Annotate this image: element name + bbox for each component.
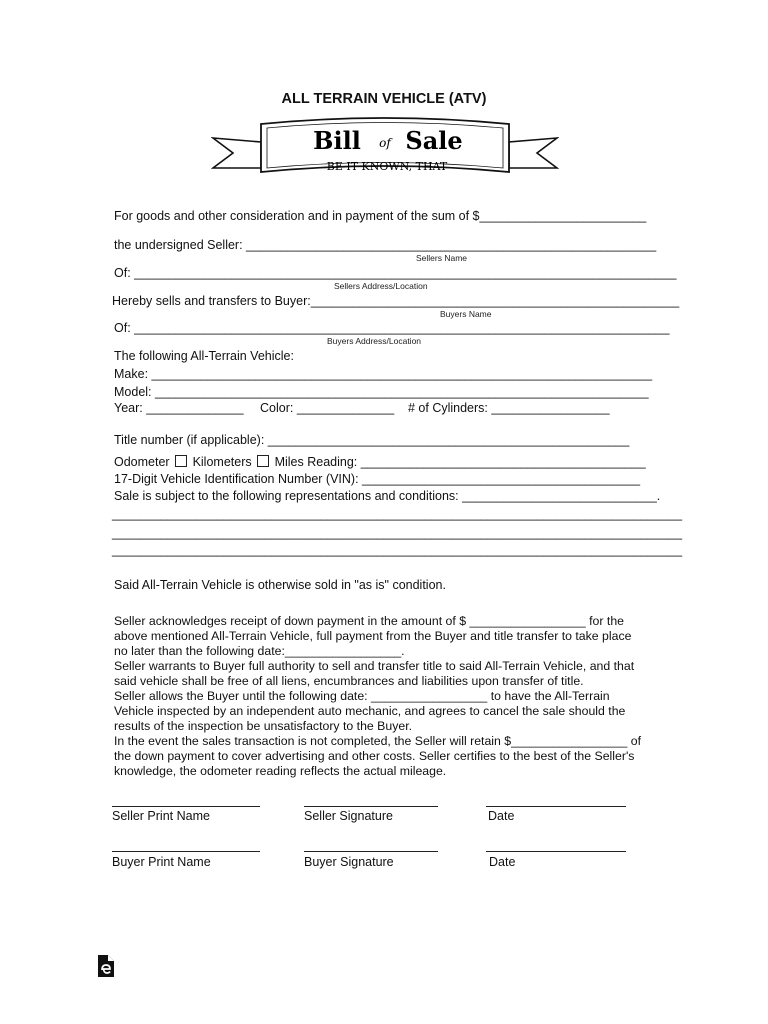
model-line: Model: _______________________________________________________________________ [114, 385, 649, 399]
seller-address-line: Of: ______________________________________________________________________________ [114, 266, 677, 280]
conditions-blank-2: __________________________________________________________________________________ [112, 526, 683, 540]
miles-reading-label: Miles Reading: _________________________________________ [274, 455, 646, 469]
seller-print-name-label: Seller Print Name [112, 809, 210, 823]
buyer-date-line[interactable] [486, 851, 626, 852]
terms-line: knowledge, the odometer reading reflects the actual mileage. [114, 764, 447, 778]
seller-date-line[interactable] [486, 806, 626, 807]
bill-of-sale-banner [211, 112, 559, 188]
kilometers-label: Kilometers [192, 455, 252, 469]
buyer-address-line: Of: _____________________________________________________________________________ [114, 321, 670, 335]
terms-line: no later than the following date:_________________. [114, 644, 405, 658]
as-is-statement: Said All-Terrain Vehicle is otherwise sold in "as is" condition. [114, 578, 446, 592]
make-line: Make: ________________________________________________________________________ [114, 367, 653, 381]
cylinders-line: # of Cylinders: _________________ [408, 401, 610, 415]
seller-print-name-line[interactable] [112, 806, 260, 807]
document-title: ALL TERRAIN VEHICLE (ATV) [281, 91, 487, 107]
terms-line: the down payment to cover advertising and other costs. Seller certifies to the best of the Seller's [114, 749, 635, 763]
buyer-line: Hereby sells and transfers to Buyer:_____________________________________________________ [112, 294, 680, 308]
eforms-logo-icon [96, 954, 116, 978]
conditions-blank-1: __________________________________________________________________________________ [112, 507, 683, 521]
terms-line: Seller allows the Buyer until the following date: _________________ to have the All-Terrain [114, 689, 610, 703]
terms-line: Vehicle inspected by an independent auto mechanic, and agrees to cancel the sale should the [114, 704, 626, 718]
buyer-print-name-label: Buyer Print Name [112, 855, 211, 869]
vin-line: 17-Digit Vehicle Identification Number (VIN): ________________________________________ [114, 472, 641, 486]
left-ribbon-tail [213, 138, 261, 168]
title-number-line: Title number (if applicable): ____________________________________________________ [114, 433, 630, 447]
seller-date-label: Date [488, 809, 515, 823]
buyer-caption: Buyers Name [440, 309, 492, 319]
conditions-blank-3: __________________________________________________________________________________ [112, 543, 683, 557]
buyer-address-caption: Buyers Address/Location [327, 336, 422, 346]
seller-signature-line[interactable] [304, 806, 438, 807]
terms-line: above mentioned All-Terrain Vehicle, full payment from the Buyer and title transfer to take place [114, 629, 632, 643]
banner-subtitle: BE IT KNOWN, THAT [326, 160, 448, 173]
terms-paragraph [114, 614, 644, 779]
color-line: Color: ______________ [260, 401, 395, 415]
banner-bill: Bill [313, 126, 361, 155]
buyer-signature-line[interactable] [304, 851, 438, 852]
odometer-label: Odometer [114, 455, 170, 469]
terms-line: results of the inspection be unsatisfactory to the Buyer. [114, 719, 413, 733]
buyer-date-label: Date [489, 855, 516, 869]
terms-line: said vehicle shall be free of all liens, encumbrances and liabilities upon transfer of title. [114, 674, 584, 688]
banner-sale: Sale [405, 126, 463, 155]
buyer-print-name-line[interactable] [112, 851, 260, 852]
right-ribbon-tail [509, 138, 557, 168]
seller-signature-label: Seller Signature [304, 809, 393, 823]
seller-line: the undersigned Seller: ___________________________________________________________ [114, 238, 657, 252]
buyer-signature-label: Buyer Signature [304, 855, 394, 869]
terms-line: Seller warrants to Buyer full authority to sell and transfer title to said All-Terrain Vehicle, and that [114, 659, 635, 673]
sum-line: For goods and other consideration and in payment of the sum of $________________________ [114, 209, 647, 223]
odometer-line [114, 455, 646, 469]
miles-checkbox[interactable] [257, 455, 269, 467]
seller-address-caption: Sellers Address/Location [334, 281, 428, 291]
kilometers-checkbox[interactable] [175, 455, 187, 467]
terms-line: Seller acknowledges receipt of down payment in the amount of $ _________________ for the [114, 614, 624, 628]
seller-caption: Sellers Name [416, 253, 468, 263]
vehicle-heading: The following All-Terrain Vehicle: [114, 349, 294, 363]
year-line: Year: ______________ [114, 401, 244, 415]
banner-of: of [379, 136, 391, 150]
terms-line: In the event the sales transaction is not completed, the Seller will retain $_________________ of [114, 734, 642, 748]
conditions-line: Sale is subject to the following representations and conditions: ____________________________. [114, 489, 661, 503]
